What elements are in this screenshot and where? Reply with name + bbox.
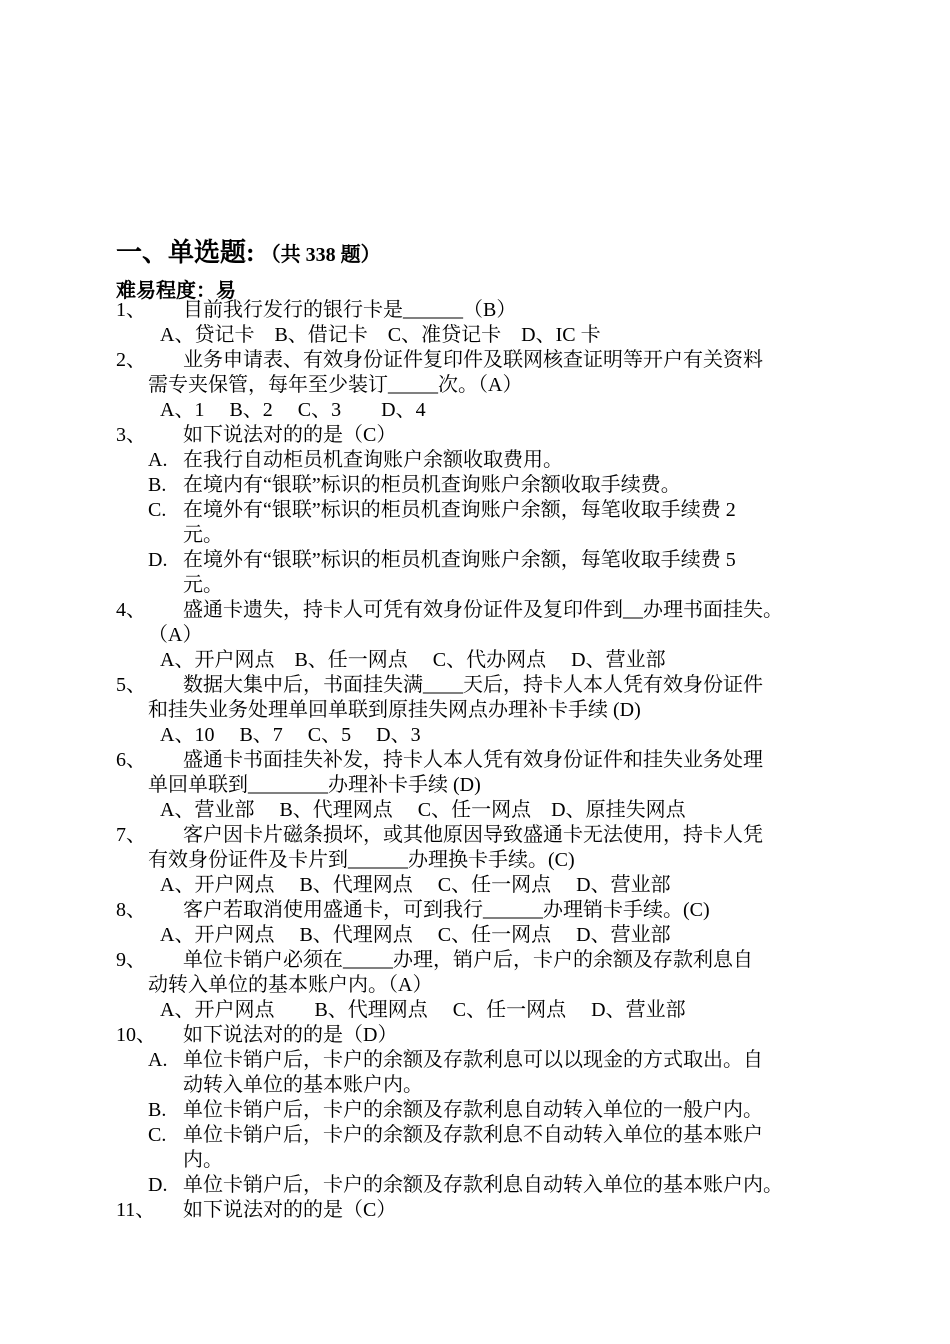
option-text: 在境外有“银联”标识的柜员机查询账户余额，每笔收取手续费 2 (183, 499, 736, 521)
question-text: 单位卡销户必须在_____办理，销户后，卡户的余额及存款利息自 (183, 949, 753, 971)
option-letter: C. (148, 1124, 167, 1146)
question-text: 和挂失业务处理单回单联到原挂失网点办理补卡手续 (D) (148, 699, 641, 721)
option-text: 元。 (183, 574, 223, 596)
question-number: 5、 (116, 674, 146, 696)
option-text: 在境外有“银联”标识的柜员机查询账户余额，每笔收取手续费 5 (183, 549, 736, 571)
question-choices: A、10 B、7 C、5 D、3 (160, 724, 421, 746)
question-choices: A、营业部 B、代理网点 C、任一网点 D、原挂失网点 (160, 799, 686, 821)
question-number: 11、 (116, 1199, 156, 1221)
section-title (116, 232, 381, 269)
question-choices: A、开户网点 B、代理网点 C、任一网点 D、营业部 (160, 924, 671, 946)
difficulty-label: 难易程度：易 (116, 280, 236, 302)
question-number: 1、 (116, 299, 146, 321)
question-choices: A、贷记卡 B、借记卡 C、准贷记卡 D、IC 卡 (160, 324, 601, 346)
option-letter: B. (148, 1099, 167, 1121)
option-text: 元。 (183, 524, 223, 546)
option-text: 单位卡销户后，卡户的余额及存款利息自动转入单位的基本账户内。 (183, 1174, 783, 1196)
question-choices: A、开户网点 B、代理网点 C、任一网点 D、营业部 (160, 874, 671, 896)
option-text: 在我行自动柜员机查询账户余额收取费用。 (183, 449, 563, 471)
question-text: 客户因卡片磁条损坏，或其他原因导致盛通卡无法使用，持卡人凭 (183, 824, 763, 846)
question-number: 4、 (116, 599, 146, 621)
question-choices: A、开户网点 B、任一网点 C、代办网点 D、营业部 (160, 649, 666, 671)
option-text: 单位卡销户后，卡户的余额及存款利息可以以现金的方式取出。自 (183, 1049, 763, 1071)
question-number: 10、 (116, 1024, 156, 1046)
question-text: 单回单联到________办理补卡手续 (D) (148, 774, 481, 796)
question-text: 如下说法对的的是（C） (183, 1199, 397, 1221)
question-text: （A） (148, 624, 203, 646)
question-choices: A、开户网点 B、代理网点 C、任一网点 D、营业部 (160, 999, 686, 1021)
question-number: 6、 (116, 749, 146, 771)
option-text: 内。 (183, 1149, 223, 1171)
question-number: 3、 (116, 424, 146, 446)
question-text: 动转入单位的基本账户内。（A） (148, 974, 433, 996)
option-letter: A. (148, 449, 168, 471)
question-text: 如下说法对的的是（C） (183, 424, 397, 446)
option-letter: D. (148, 549, 168, 571)
option-letter: A. (148, 1049, 168, 1071)
option-letter: C. (148, 499, 167, 521)
option-letter: B. (148, 474, 167, 496)
question-count: （共 338 题） (260, 244, 381, 266)
question-text: 盛通卡书面挂失补发，持卡人本人凭有效身份证件和挂失业务处理 (183, 749, 763, 771)
question-text: 目前我行发行的银行卡是______（B） (183, 299, 517, 321)
question-text: 有效身份证件及卡片到______办理换卡手续。(C) (148, 849, 575, 871)
section-title-text: 一、单选题: (116, 238, 255, 267)
option-text: 单位卡销户后，卡户的余额及存款利息不自动转入单位的基本账户 (183, 1124, 763, 1146)
question-number: 9、 (116, 949, 146, 971)
question-choices: A、1 B、2 C、3 D、4 (160, 399, 426, 421)
question-text: 如下说法对的的是（D） (183, 1024, 398, 1046)
question-text: 客户若取消使用盛通卡，可到我行______办理销卡手续。(C) (183, 899, 710, 921)
option-text: 单位卡销户后，卡户的余额及存款利息自动转入单位的一般户内。 (183, 1099, 763, 1121)
question-number: 2、 (116, 349, 146, 371)
question-text: 盛通卡遗失，持卡人可凭有效身份证件及复印件到__办理书面挂失。 (183, 599, 783, 621)
option-letter: D. (148, 1174, 168, 1196)
question-text: 需专夹保管，每年至少装订_____次。（A） (148, 374, 523, 396)
option-text: 动转入单位的基本账户内。 (183, 1074, 423, 1096)
question-number: 8、 (116, 899, 146, 921)
question-text: 数据大集中后，书面挂失满____天后，持卡人本人凭有效身份证件 (183, 674, 763, 696)
question-text: 业务申请表、有效身份证件复印件及联网核查证明等开户有关资料 (183, 349, 763, 371)
option-text: 在境内有“银联”标识的柜员机查询账户余额收取手续费。 (183, 474, 681, 496)
question-number: 7、 (116, 824, 146, 846)
